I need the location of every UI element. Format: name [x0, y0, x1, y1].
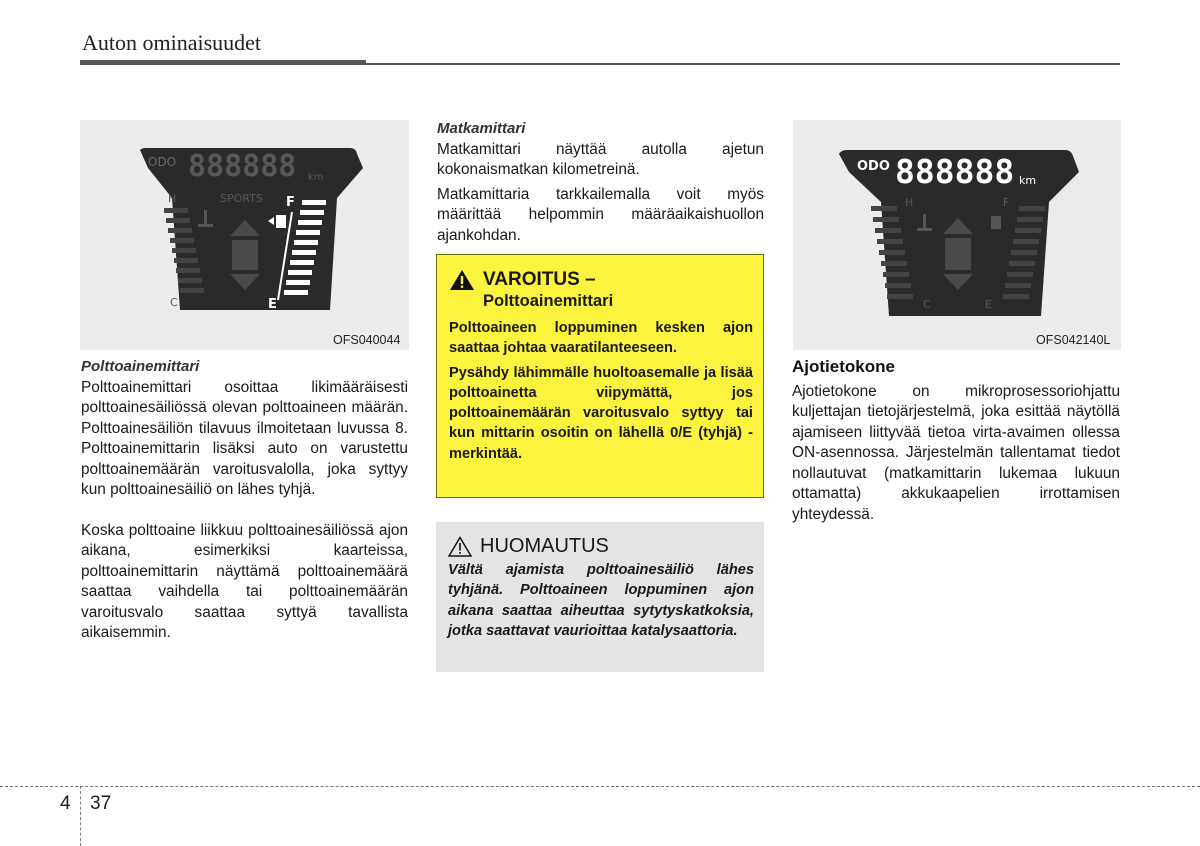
fuel-f-label-right: F [1003, 196, 1010, 209]
warning-triangle-icon [449, 269, 475, 291]
temp-h-label: H [168, 192, 177, 205]
heading-ajotietokone: Ajotietokone [792, 357, 895, 376]
right-column [792, 357, 1120, 525]
warning-title: VAROITUS – [483, 269, 596, 290]
paragraph-odometer-2: Matkamittaria tarkkailemalla voit myös määrittää helpommin määräaikaishuollon ajankohdan. [437, 185, 764, 244]
fuel-f-label: F [286, 195, 295, 210]
subheading-polttoainemittari: Polttoainemittari [81, 358, 200, 375]
temp-h-label-right: H [905, 196, 914, 209]
odo-digits-right: 888888 [895, 152, 1015, 191]
warning-title-row [449, 269, 753, 291]
note-box [436, 522, 764, 672]
paragraph-odometer-1: Matkamittari näyttää autolla ajetun kokonaismatkan kilometreinä. [437, 140, 764, 178]
odo-unit-right: km [1019, 174, 1037, 187]
subheading-matkamittari: Matkamittari [437, 120, 526, 137]
note-title-row [448, 534, 754, 558]
sports-label: SPORTS [220, 192, 263, 205]
footer-rule [0, 786, 1200, 787]
warning-subtitle: Polttoainemittari [483, 292, 614, 310]
fuel-e-label: E [268, 297, 277, 312]
left-column [81, 357, 408, 644]
odo-label: ODO [148, 155, 177, 169]
fuel-gauge-illustration [80, 120, 409, 350]
figure-fuel-gauge [80, 120, 409, 350]
fuel-pump-icon-right [991, 216, 1001, 229]
header-rule-thick [80, 60, 366, 65]
footer-vertical-rule [80, 786, 81, 846]
middle-column [437, 119, 764, 246]
temp-c-label: C [170, 296, 178, 309]
fuel-e-label-right: E [985, 298, 992, 311]
chapter-number: 4 [60, 793, 71, 814]
figure-caption-left: OFS040044 [333, 333, 401, 347]
odo-digits: 888888 [188, 149, 297, 184]
paragraph-fuel-gauge-2: Koska polttoaine liikkuu polttoainesäiliössä ajon aikana, esimerkiksi kaarteissa, polttoainemittarin näyttämä polttoainemäärä saattaa vaihdella tai polttoainemäärän varoitusvalo saattaa syttyä tavallista aikaisemmin. [81, 521, 408, 641]
warning-text-2: Pysähdy lähimmälle huoltoasemalle ja lisää polttoainetta viipymättä, jos polttoainemäärän varoitusvalo syttyy tai kun mittarin osoitin on lähellä 0/E (tyhjä) -merkintää. [449, 364, 753, 462]
running-header: Auton ominaisuudet [82, 30, 262, 55]
warning-box [436, 254, 764, 498]
figure-caption-right: OFS042140L [1036, 333, 1111, 347]
header-rule-thin [366, 63, 1120, 65]
odo-unit: km [308, 172, 324, 183]
note-title: HUOMAUTUS [480, 535, 609, 557]
odometer-illustration [793, 120, 1121, 350]
paragraph-fuel-gauge-1: Polttoainemittari osoittaa likimääräisesti polttoainesäiliössä olevan polttoaineen määrän. Polttoainesäiliön tilavuus ilmoitetaan luvussa 8. Polttoainemittarin lisäksi auto on varustettu polttoainemäärän varoitusvalolla, joka syttyy kun polttoainesäiliö on lähes tyhjä. [81, 378, 408, 498]
page-number: 37 [90, 793, 112, 814]
warning-text-1: Polttoaineen loppuminen kesken ajon saattaa johtaa vaaratilanteeseen. [449, 320, 753, 357]
figure-odometer [793, 120, 1121, 350]
odo-label-right: ODO [857, 159, 890, 174]
caution-triangle-icon [448, 536, 472, 557]
note-text: Vältä ajamista polttoainesäiliö lähes tyhjänä. Polttoaineen loppuminen ajon aikana saattaa aiheuttaa sytytyskatkoksia, jotka saattavat vaurioittaa katalysaattoria. [448, 562, 754, 639]
paragraph-trip-computer: Ajotietokone on mikroprosessoriohjattu kuljettajan tietojärjestelmä, joka esittää näytöllä ajamiseen liittyvää tietoa virta-avaimen ollessa ON-asennossa. Järjestelmän tallentamat tiedot nollautuvat (matkamittarin lukemaa lukuun ottamatta) akkukaapelien irrottamisen yhteydessä. [792, 382, 1120, 523]
temp-c-label-right: C [923, 298, 931, 311]
